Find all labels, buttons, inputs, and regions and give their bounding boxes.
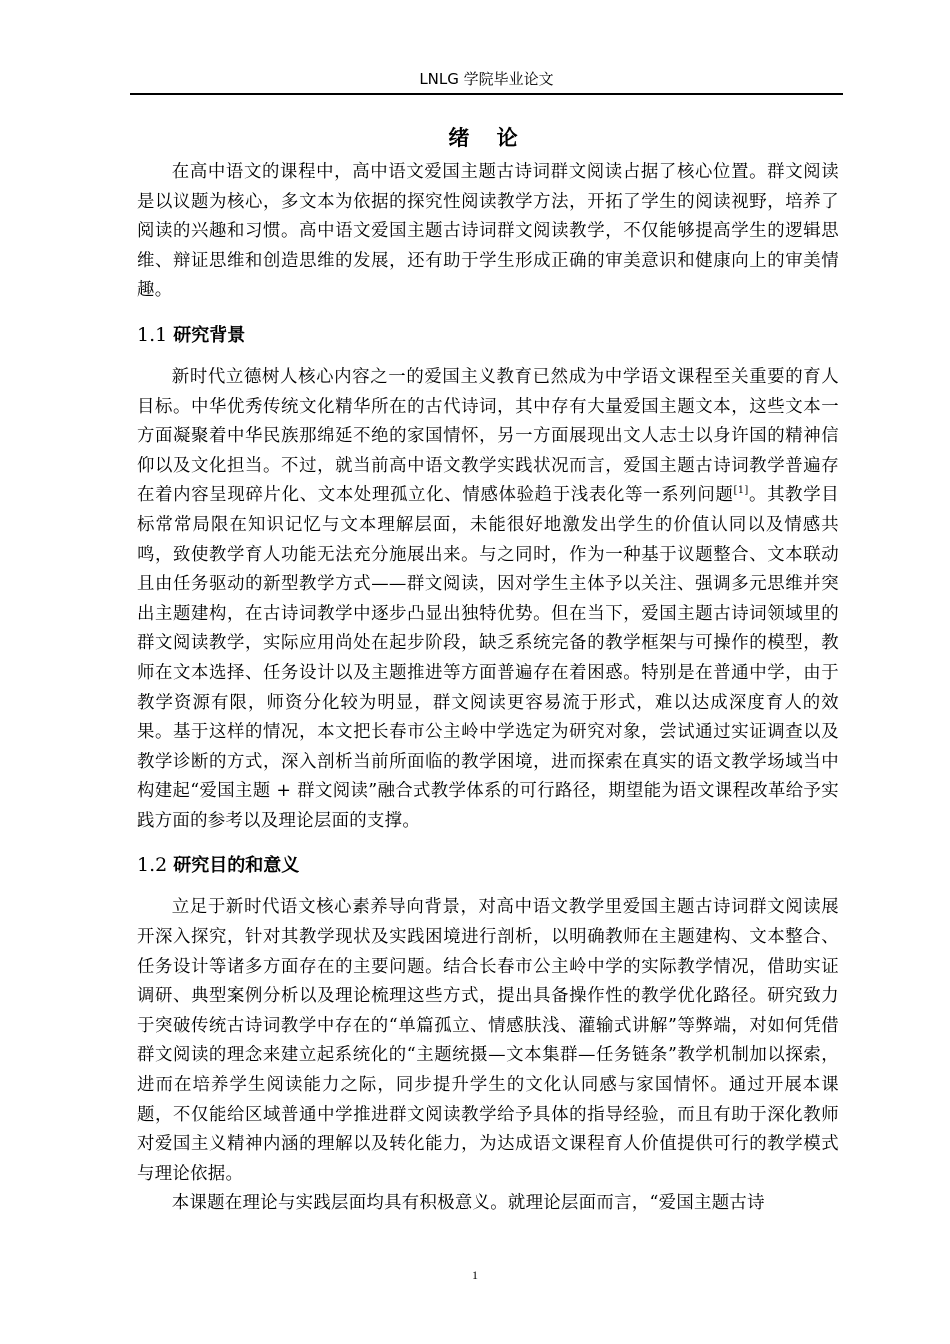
paragraph-text: 新时代立德树人核心内容之一的爱国主义教育已然成为中学语文课程至关重要的育人目标。中华优秀传统文化精华所在的古代诗词，其中存有大量爱国主题文本，这些文本一方面凝聚着中华民族那绵延不绝的家国情怀，另一方面展现出文人志士以身许国的精神信仰以及文化担当。不过，就当前高中语文教学实践状况而言，爱国主题古诗词教学普遍存在着内容呈现碎片化、文本处理孤立化、情感体验趋于浅表化等一系列问题 [137,366,839,506]
intro-paragraph: 在高中语文的课程中，高中语文爱国主题古诗词群文阅读占据了核心位置。群文阅读是以议题为核心，多文本为依据的探究性阅读教学方法，开拓了学生的阅读视野，培养了阅读的兴趣和习惯。高中语文爱国主题古诗词群文阅读教学，不仅能够提高学生的逻辑思维、辩证思维和创造思维的发展，还有助于学生形成正确的审美意识和健康向上的审美情趣。 [137,162,839,301]
page-body [137,118,839,1219]
section-title: 研究背景 [173,324,246,346]
section-heading-1-2 [137,850,839,881]
chapter-title: 绪 论 [448,126,528,150]
section-number: 1.1 [137,323,168,346]
purpose-paragraph: 立足于新时代语文核心素养导向背景，对高中语文教学里爱国主题古诗词群文阅读展开深入探究，针对其教学现状及实践困境进行剖析，以明确教师在主题建构、文本整合、任务设计等诸多方面存在的主要问题。结合长春市公主岭中学的实际教学情况，借助实证调研、典型案例分析以及理论梳理这些方式，提出具备操作性的教学优化路径。研究致力于突破传统古诗词教学中存在的“单篇孤立、情感肤浅、灌输式讲解”等弊端，对如何凭借群文阅读的理念来建立起系统化的“主题统摄—文本集群—任务链条”教学机制加以探索，进而在培养学生阅读能力之际，同步提升学生的文化认同感与家国情怀。通过开展本课题，不仅能给区域普通中学推进群文阅读教学给予具体的指导经验，而且有助于深化教师对爱国主义精神内涵的理解以及转化能力，为达成语文课程育人价值提供可行的教学模式与理论依据。 [137,897,839,1184]
background-paragraph [137,363,839,837]
section-heading-1-1 [137,320,839,351]
section-number: 1.2 [137,854,168,877]
page-number: 1 [472,1268,478,1282]
header-rule [130,93,843,95]
running-header: LNLG 学院毕业论文 [419,70,554,88]
section-title: 研究目的和意义 [173,855,300,877]
paragraph-text: 。其教学目标常常局限在知识记忆与文本理解层面，未能很好地激发出学生的价值认同以及情感共鸣，致使教学育人功能无法充分施展出来。与之同时，作为一种基于议题整合、文本联动且由任务驱动的新型教学方式——群文阅读，因对学生主体予以关注、强调多元思维并突出主题建构，在古诗词教学中逐步凸显出独特优势。但在当下，爱国主题古诗词领域里的群文阅读教学，实际应用尚处在起步阶段，缺乏系统完备的教学框架与可操作的模型，教师在文本选择、任务设计以及主题推进等方面普遍存在着困惑。特别是在普通中学，由于教学资源有限，师资分化较为明显，群文阅读更容易流于形式，难以达成深度育人的效果。基于这样的情况，本文把长春市公主岭中学选定为研究对象，尝试通过实证调查以及教学诊断的方式，深入剖析当前所面临的教学困境，进而探索在真实的语文教学场域当中构建起“爱国主题 + 群文阅读”融合式教学体系的可行路径，期望能为语文课程改革给予实践方面的参考以及理论层面的支撑。 [137,485,839,831]
significance-paragraph: 本课题在理论与实践层面均具有积极意义。就理论层面而言，“爱国主题古诗 [171,1193,765,1214]
citation-marker: [1] [733,485,749,497]
